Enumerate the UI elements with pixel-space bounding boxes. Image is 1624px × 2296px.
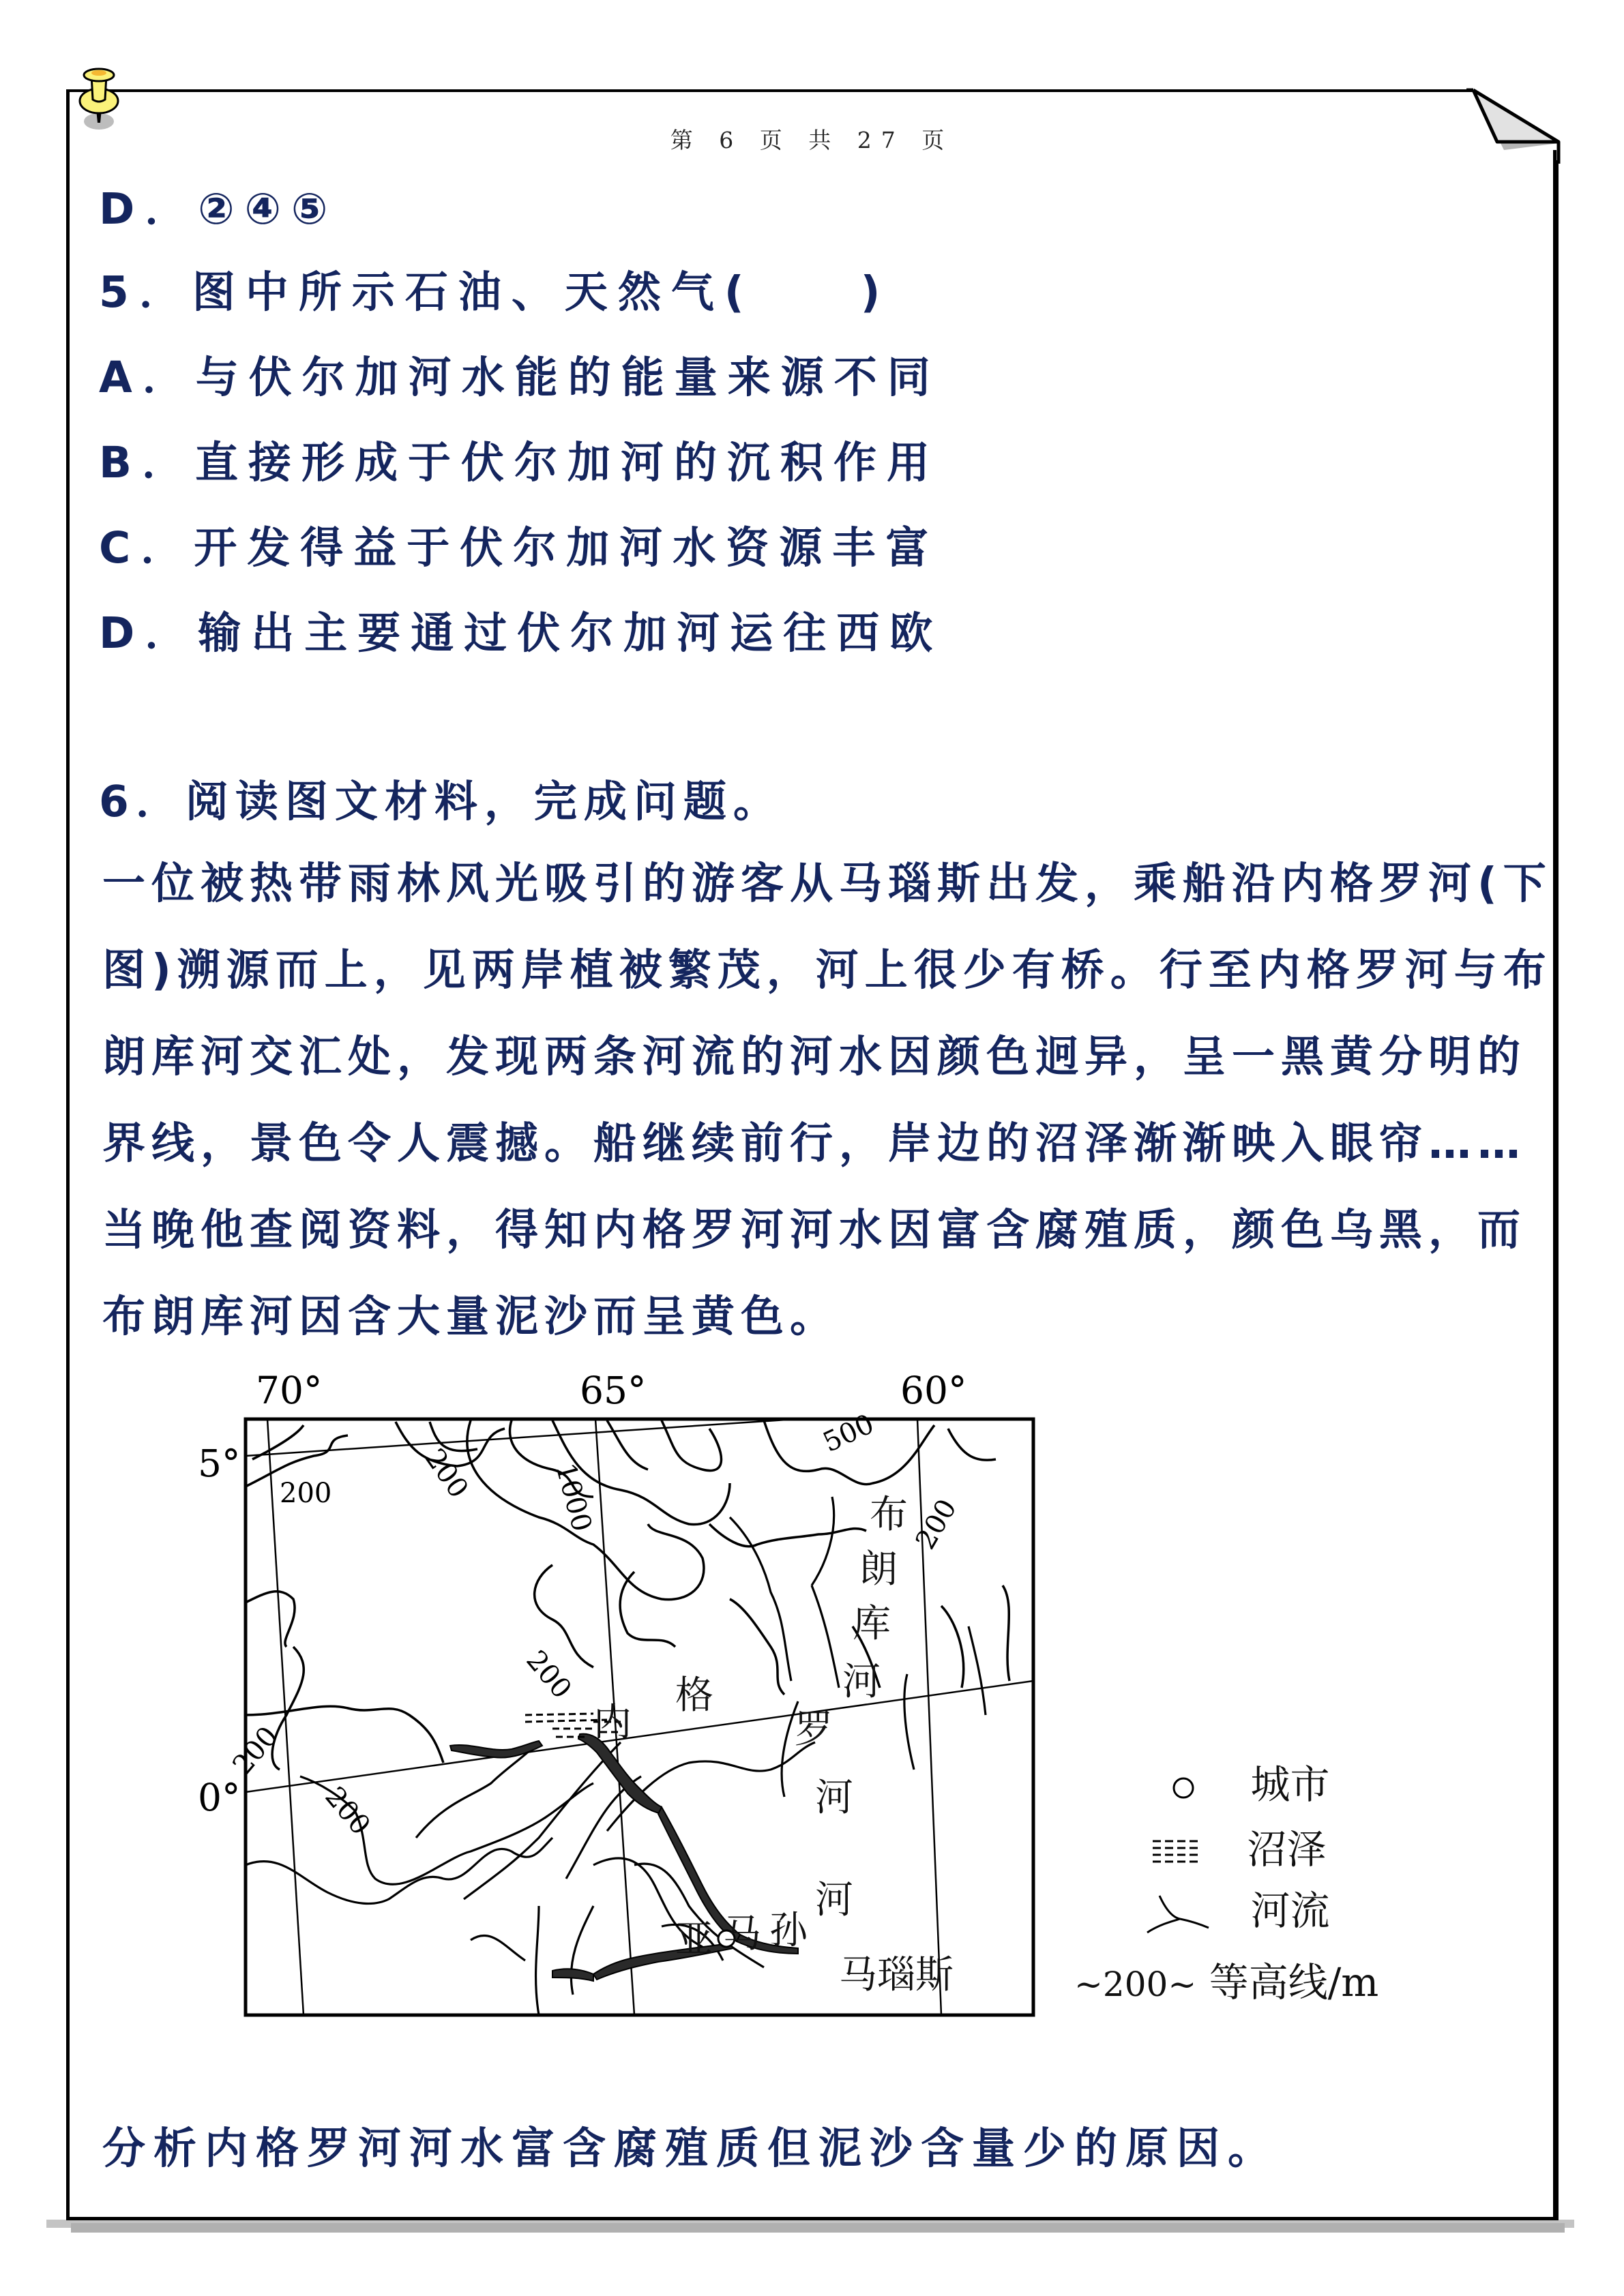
material-line: 布朗库河因含大量泥沙而呈黄色。 [102, 1292, 839, 1341]
page-indicator: 第 6 页 共 27 页 [670, 127, 954, 153]
river-label-branco: 朗 [859, 1547, 898, 1592]
river-label-amazon: 孙 [769, 1909, 808, 1953]
contour-label: 500 [818, 1408, 879, 1459]
q6-stem: 6．阅读图文材料，完成问题。 [99, 777, 783, 826]
lat-label: 5° [198, 1442, 241, 1485]
river-icon [1146, 1890, 1214, 1938]
negro-river-map [184, 1360, 1071, 2045]
lat-label: 0° [198, 1776, 241, 1819]
swamp-icon [1153, 1836, 1200, 1870]
city-label: 马瑙斯 [839, 1953, 954, 1997]
contour-tilde-icon: ~ [1074, 1965, 1103, 2004]
lon-label: 65° [580, 1369, 647, 1412]
material-line: 界线，景色令人震撼。船继续前行，岸边的沼泽渐渐映入眼帘…… [102, 1118, 1526, 1168]
river-label-negro: 内 [593, 1701, 632, 1745]
river-label-branco: 河 [842, 1660, 881, 1704]
legend-item-city: 城市 [1166, 1753, 1329, 1810]
contour-label: 200 [520, 1644, 578, 1705]
contour-label: 200 [909, 1493, 963, 1555]
legend-item-swamp: 沼泽 [1153, 1817, 1326, 1875]
circle-icon [1166, 1771, 1200, 1805]
legend-item-contour: ~200~ 等高线/m [1074, 1959, 1379, 2006]
material-line: 图)溯源而上，见两岸植被繁茂，河上很少有桥。行至内格罗河与布 [102, 945, 1552, 995]
q5-option-a: A．与伏尔加河水能的能量来源不同 [99, 353, 941, 402]
q6-question: 分析内格罗河河水富含腐殖质但泥沙含量少的原因。 [102, 2123, 1279, 2173]
river-label-amazon: 亚 [675, 1918, 713, 1962]
q5-option-b: B．直接形成于伏尔加河的沉积作用 [99, 438, 941, 488]
contour-label: 200 [319, 1780, 377, 1841]
page-shadow-inner [71, 2223, 1565, 2233]
legend-item-river: 河流 [1146, 1879, 1329, 1938]
contour-label: 200 [418, 1443, 475, 1504]
q6-material [102, 840, 1552, 1360]
page-right-border [1555, 160, 1559, 2220]
river-label-negro: 河 [815, 1776, 853, 1820]
river-label-branco: 库 [853, 1602, 891, 1646]
q5-option-d: D．输出主要通过伏尔加河运往西欧 [99, 608, 943, 658]
river-label-negro: 格 [675, 1673, 713, 1718]
lon-label: 70° [256, 1369, 323, 1412]
contour-label: 1000 [549, 1459, 598, 1535]
q5-option-c: C．开发得益于伏尔加河水资源丰富 [99, 523, 939, 573]
q5-stem: 5．图中所示石油、天然气( ) [99, 267, 891, 317]
river-label-amazon: 河 [815, 1878, 853, 1922]
material-line: 一位被热带雨林风光吸引的游客从马瑙斯出发，乘船沿内格罗河(下 [102, 859, 1552, 908]
river-label-branco: 布 [870, 1493, 908, 1537]
q4-option-d: D．②④⑤ [99, 184, 338, 234]
contour-tilde-icon: ~ [1168, 1965, 1197, 2004]
material-line: 当晚他查阅资料，得知内格罗河河水因富含腐殖质，颜色乌黑，而 [102, 1205, 1526, 1255]
river-label-negro: 罗 [795, 1708, 833, 1752]
river-label-amazon: 马 [723, 1912, 761, 1956]
material-line: 朗库河交汇处，发现两条河流的河水因颜色迥异，呈一黑黄分明的 [102, 1032, 1526, 1082]
contour-label: 200 [226, 1720, 284, 1781]
lon-label: 60° [900, 1369, 967, 1412]
contour-label: 200 [280, 1478, 332, 1509]
